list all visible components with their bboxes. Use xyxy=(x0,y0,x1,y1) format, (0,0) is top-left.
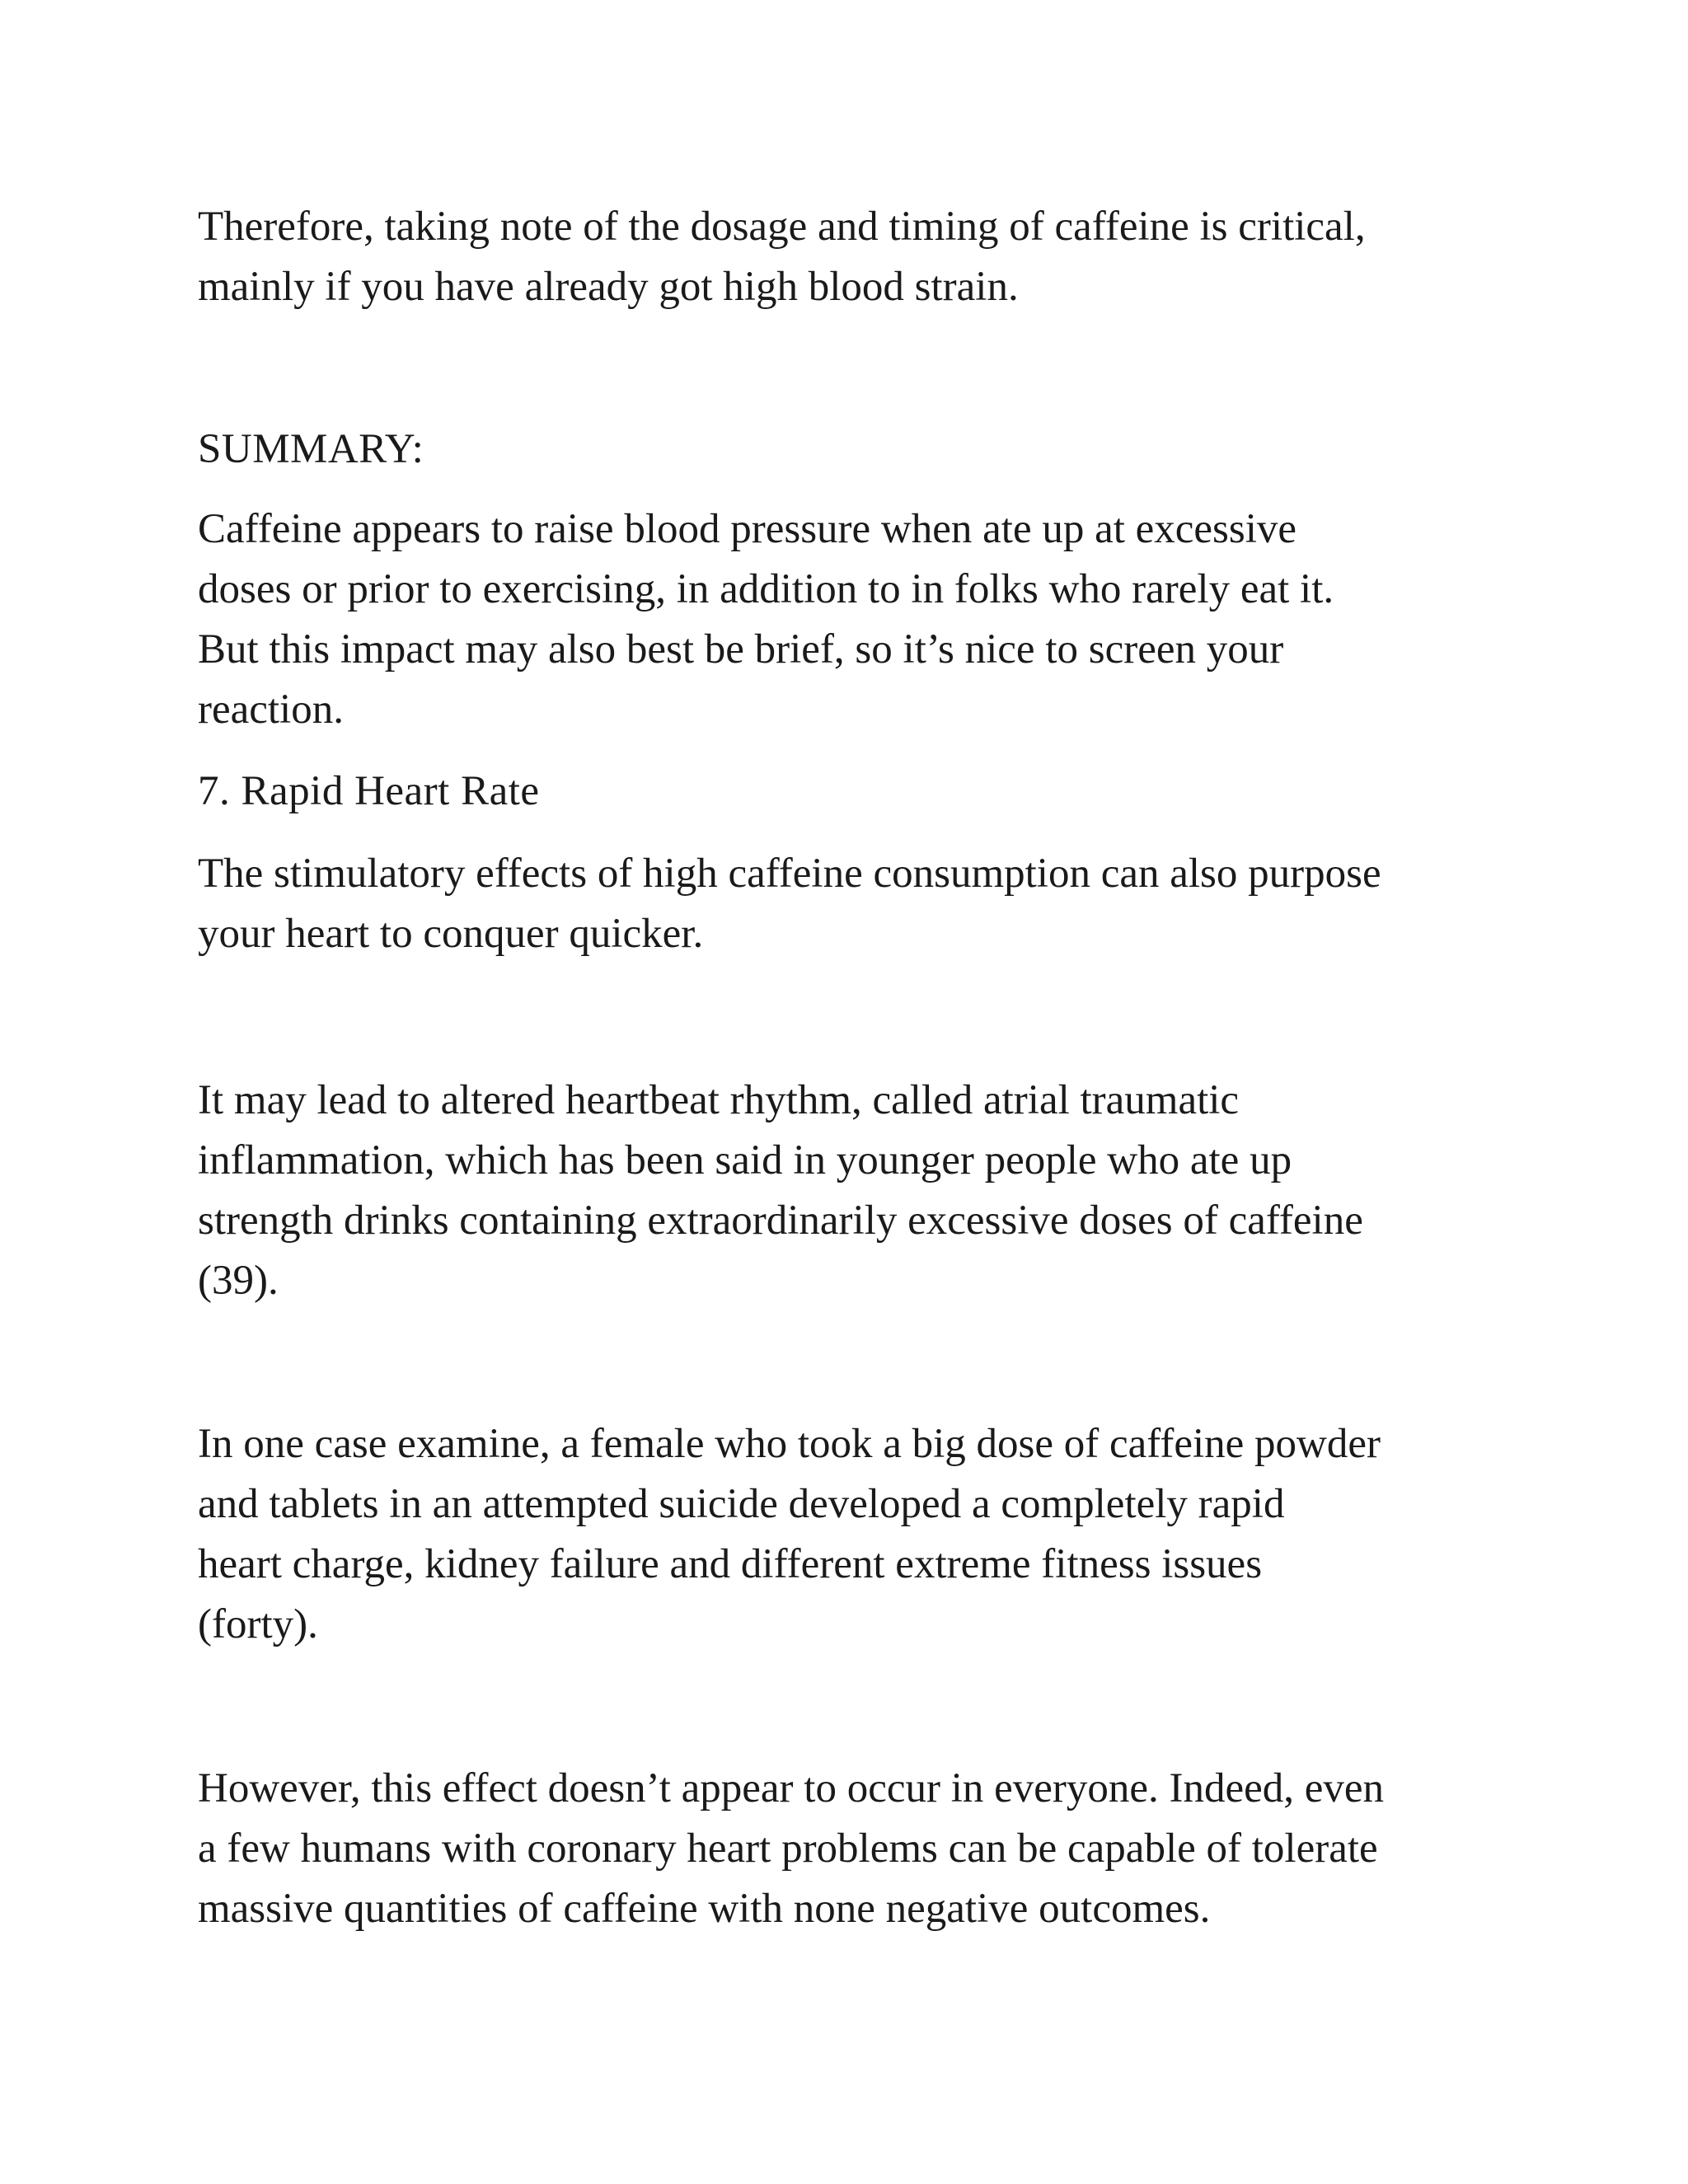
paragraph-6-line-3: massive quantities of caffeine with none negative outcomes. xyxy=(198,1886,1211,1932)
paragraph-5-line-1: In one case examine, a female who took a big dose of caffeine powder xyxy=(198,1421,1381,1467)
paragraph-4-line-1: It may lead to altered heartbeat rhythm, called atrial traumatic xyxy=(198,1077,1240,1123)
section-heading-rapid-heart-rate: 7. Rapid Heart Rate xyxy=(198,768,540,814)
paragraph-1-line-1: Therefore, taking note of the dosage and timing of caffeine is critical, xyxy=(198,204,1366,250)
paragraph-6-line-2: a few humans with coronary heart problems can be capable of tolerate xyxy=(198,1825,1378,1872)
paragraph-5-line-3: heart charge, kidney failure and different extreme fitness issues xyxy=(198,1541,1263,1587)
paragraph-2-line-3: But this impact may also best be brief, so it’s nice to screen your xyxy=(198,626,1284,673)
paragraph-4-line-3: strength drinks containing extraordinarily excessive doses of caffeine xyxy=(198,1197,1363,1244)
paragraph-2-line-1: Caffeine appears to raise blood pressure when ate up at excessive xyxy=(198,506,1297,552)
paragraph-6-line-1: However, this effect doesn’t appear to occur in everyone. Indeed, even xyxy=(198,1765,1385,1811)
paragraph-2-line-4: reaction. xyxy=(198,687,344,733)
paragraph-4-line-2: inflammation, which has been said in younger people who ate up xyxy=(198,1137,1292,1183)
summary-heading: SUMMARY: xyxy=(198,426,424,472)
paragraph-3-line-1: The stimulatory effects of high caffeine consumption can also purpose xyxy=(198,851,1381,897)
paragraph-4-line-4: (39). xyxy=(198,1258,279,1304)
paragraph-3-line-2: your heart to conquer quicker. xyxy=(198,911,704,957)
paragraph-5-line-4: (forty). xyxy=(198,1601,318,1647)
paragraph-2-line-2: doses or prior to exercising, in addition to in folks who rarely eat it. xyxy=(198,566,1334,612)
paragraph-1-line-2: mainly if you have already got high blood strain. xyxy=(198,264,1019,310)
paragraph-5-line-2: and tablets in an attempted suicide developed a completely rapid xyxy=(198,1481,1285,1527)
